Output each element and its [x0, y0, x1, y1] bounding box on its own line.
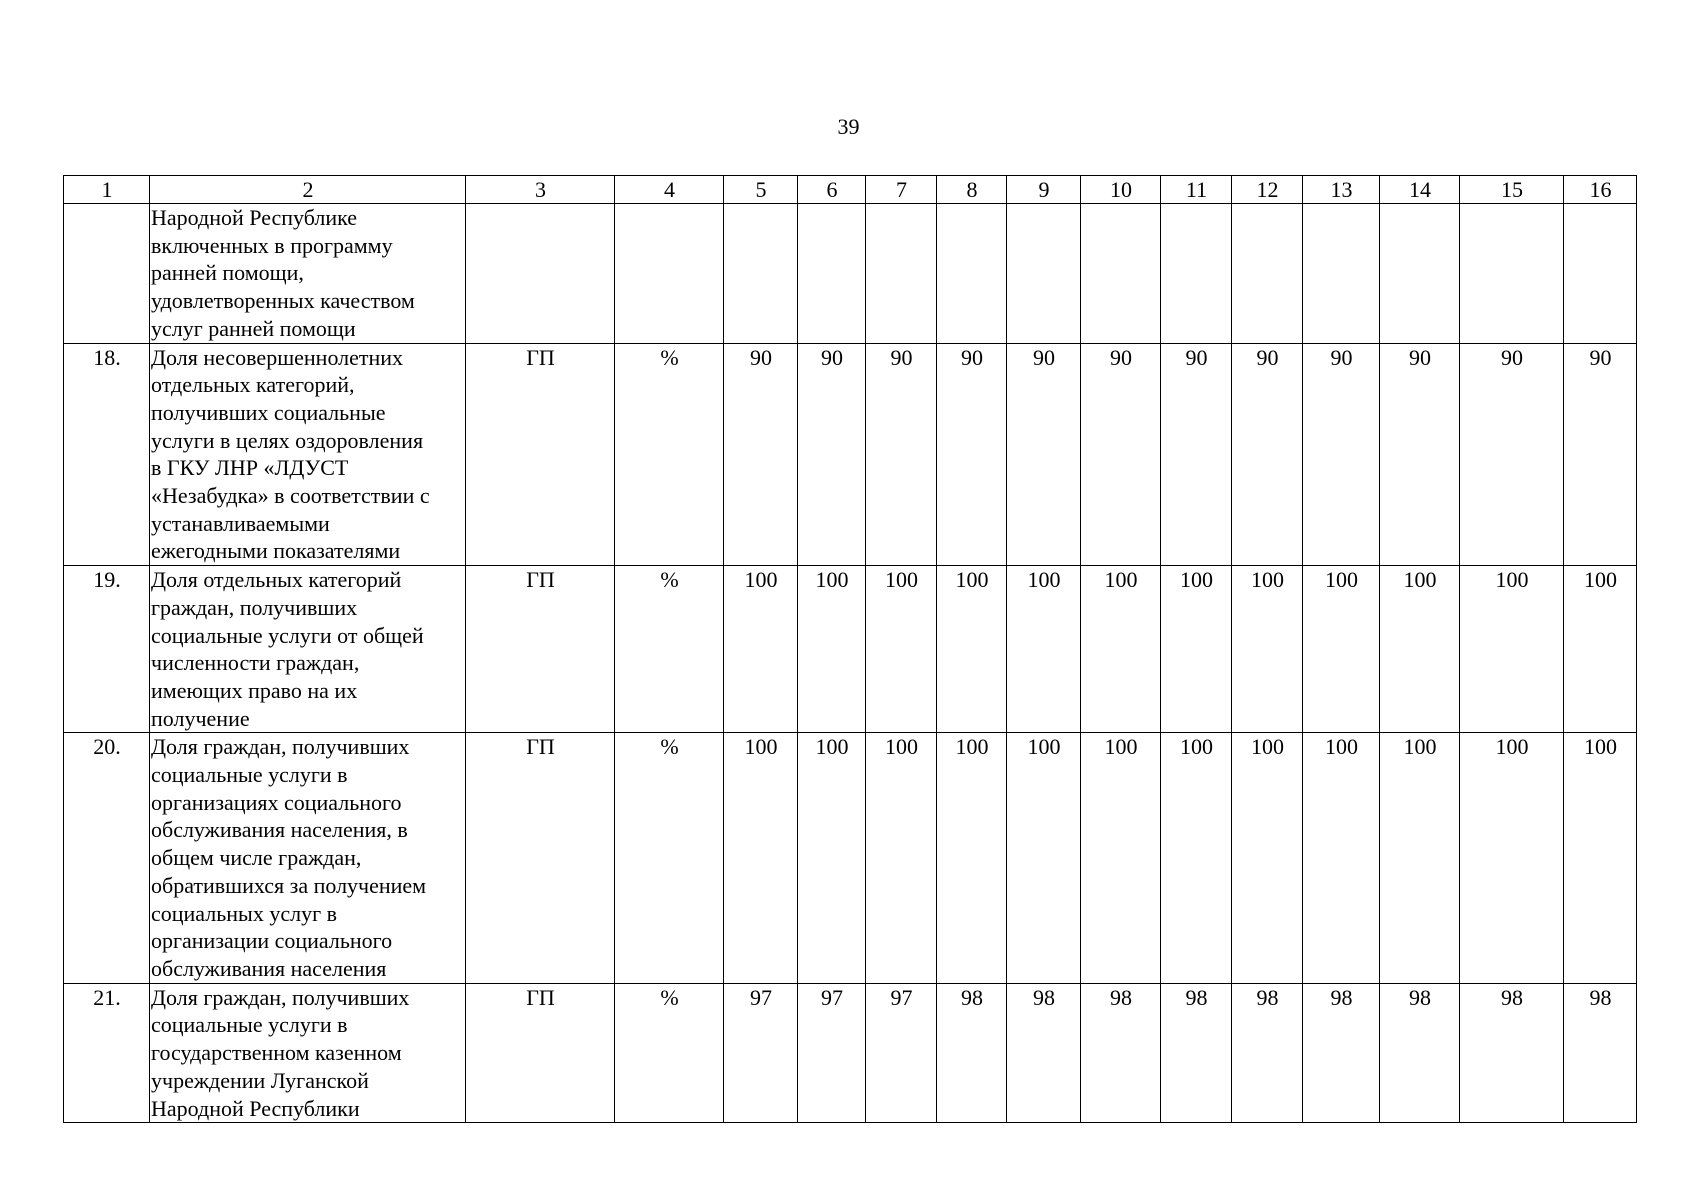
indicator-value [1380, 204, 1460, 344]
indicator-value: 90 [937, 343, 1007, 566]
indicator-value: 90 [724, 343, 798, 566]
indicator-name-line: получение [151, 705, 250, 731]
indicator-value [1564, 204, 1637, 344]
indicator-name-line: «Незабудка» в соответствии с [151, 483, 430, 509]
indicator-value [724, 204, 798, 344]
indicator-name-line: ежегодными показателями [151, 538, 401, 564]
column-header: 3 [466, 176, 615, 204]
indicator-source: ГП [466, 983, 615, 1123]
column-header: 2 [150, 176, 466, 204]
indicator-name-line: Доля граждан, получивших [151, 984, 410, 1010]
indicator-value: 100 [1161, 566, 1232, 733]
indicator-name-line: Народной Республике [151, 205, 358, 230]
indicator-name-line: Народной Республики [151, 1095, 360, 1121]
indicator-value [1081, 204, 1161, 344]
indicator-name-line: в ГКУ ЛНР «ЛДУСТ [151, 455, 349, 481]
indicator-value: 100 [866, 566, 937, 733]
row-number [64, 204, 150, 344]
indicator-value: 100 [1081, 566, 1161, 733]
indicator-name-line: включенных в программу [151, 232, 393, 258]
indicator-value: 100 [937, 566, 1007, 733]
indicator-name-line: ранней помощи, [151, 260, 304, 286]
indicator-name-line: отдельных категорий, [151, 372, 355, 398]
indicator-name-line: услуги в целях оздоровления [151, 427, 424, 453]
indicator-value: 100 [724, 566, 798, 733]
indicator-value: 100 [1460, 566, 1564, 733]
indicator-value: 98 [1081, 983, 1161, 1123]
indicator-value: 98 [1380, 983, 1460, 1123]
indicator-name-line: граждан, получивших [151, 594, 358, 620]
indicator-name-line: социальные услуги от общей [151, 622, 424, 648]
indicator-name-line: обслуживания населения [151, 955, 387, 981]
indicator-value: 100 [1161, 733, 1232, 983]
column-header: 16 [1564, 176, 1637, 204]
row-number: 20. [64, 733, 150, 983]
indicator-unit: % [615, 733, 724, 983]
indicator-source [466, 204, 615, 344]
indicator-name-line: социальные услуги в [151, 1012, 348, 1038]
indicator-value: 98 [1303, 983, 1380, 1123]
indicator-name-line: общем числе граждан, [151, 845, 362, 871]
indicator-name-line: услуг ранней помощи [151, 315, 356, 341]
column-header: 4 [615, 176, 724, 204]
indicator-value: 100 [798, 566, 866, 733]
indicator-value: 90 [1007, 343, 1081, 566]
indicator-value: 100 [1232, 733, 1303, 983]
column-header: 10 [1081, 176, 1161, 204]
indicator-value [866, 204, 937, 344]
indicator-value: 98 [1007, 983, 1081, 1123]
indicator-value: 100 [1081, 733, 1161, 983]
column-header: 11 [1161, 176, 1232, 204]
indicator-name-line: Доля граждан, получивших [151, 734, 410, 760]
column-header: 12 [1232, 176, 1303, 204]
indicator-value: 100 [1460, 733, 1564, 983]
column-number-header-row [64, 176, 1637, 204]
indicator-value: 98 [1232, 983, 1303, 1123]
indicator-value: 97 [866, 983, 937, 1123]
indicator-name [150, 566, 466, 733]
indicator-source: ГП [466, 566, 615, 733]
column-header: 6 [798, 176, 866, 204]
indicator-unit: % [615, 983, 724, 1123]
column-header: 8 [937, 176, 1007, 204]
indicator-value [1161, 204, 1232, 344]
column-header: 1 [64, 176, 150, 204]
indicator-value: 100 [1303, 733, 1380, 983]
indicator-name-line: организациях социального [151, 789, 402, 815]
indicator-name-line: организации социального [151, 928, 393, 954]
indicator-name-line: численности граждан, [151, 650, 360, 676]
indicator-value: 100 [1564, 733, 1637, 983]
row-number: 21. [64, 983, 150, 1123]
indicator-value: 90 [1232, 343, 1303, 566]
indicator-name-line: обратившихся за получением [151, 872, 427, 898]
indicator-value: 98 [1564, 983, 1637, 1123]
indicator-unit [615, 204, 724, 344]
indicator-name-line: Доля отдельных категорий [151, 567, 402, 593]
indicator-value: 90 [1460, 343, 1564, 566]
indicator-name-line: имеющих право на их [151, 677, 358, 703]
indicator-value: 100 [1303, 566, 1380, 733]
indicator-source: ГП [466, 343, 615, 566]
indicator-value: 97 [724, 983, 798, 1123]
indicator-name-line: удовлетворенных качеством [151, 288, 415, 314]
indicator-value [1460, 204, 1564, 344]
indicator-value: 100 [1380, 566, 1460, 733]
indicator-source: ГП [466, 733, 615, 983]
column-header: 15 [1460, 176, 1564, 204]
indicator-value: 90 [866, 343, 937, 566]
indicator-value: 90 [798, 343, 866, 566]
column-header: 13 [1303, 176, 1380, 204]
column-header: 9 [1007, 176, 1081, 204]
indicator-value: 90 [1303, 343, 1380, 566]
indicator-value: 100 [1007, 566, 1081, 733]
indicator-name-line: социальные услуги в [151, 762, 348, 788]
indicator-value: 90 [1564, 343, 1637, 566]
page-number: 39 [837, 114, 860, 139]
indicator-name [150, 983, 466, 1123]
indicator-value: 90 [1161, 343, 1232, 566]
indicator-value [937, 204, 1007, 344]
indicator-value [1303, 204, 1380, 344]
indicator-value: 100 [724, 733, 798, 983]
table-row [64, 983, 1637, 1123]
table-row [64, 204, 1637, 344]
indicator-value: 98 [1161, 983, 1232, 1123]
indicators-table [63, 175, 1637, 1123]
indicator-name-line: государственном казенном [151, 1040, 402, 1066]
table-row [64, 733, 1637, 983]
indicator-unit: % [615, 343, 724, 566]
indicator-value: 100 [1564, 566, 1637, 733]
indicator-unit: % [615, 566, 724, 733]
indicator-value: 97 [798, 983, 866, 1123]
indicator-value: 98 [937, 983, 1007, 1123]
table-row [64, 566, 1637, 733]
row-number: 19. [64, 566, 150, 733]
indicator-value [798, 204, 866, 344]
indicator-name-line: устанавливаемыми [151, 510, 330, 536]
table-row [64, 343, 1637, 566]
indicator-name [150, 204, 466, 344]
indicator-name-line: учреждении Луганской [151, 1067, 369, 1093]
indicator-name [150, 733, 466, 983]
column-header: 14 [1380, 176, 1460, 204]
indicator-value: 100 [798, 733, 866, 983]
indicator-value: 100 [866, 733, 937, 983]
column-header: 5 [724, 176, 798, 204]
indicator-value: 98 [1460, 983, 1564, 1123]
indicator-value: 90 [1081, 343, 1161, 566]
indicator-name-line: социальных услуг в [151, 900, 337, 926]
indicator-name-line: обслуживания населения, в [151, 817, 408, 843]
row-number: 18. [64, 343, 150, 566]
indicator-value: 100 [937, 733, 1007, 983]
indicator-value [1232, 204, 1303, 344]
indicator-value: 100 [1007, 733, 1081, 983]
table-body [64, 204, 1637, 1123]
indicator-name [150, 343, 466, 566]
indicator-value [1007, 204, 1081, 344]
indicator-name-line: Доля несовершеннолетних [151, 344, 404, 370]
indicator-value: 90 [1380, 343, 1460, 566]
indicator-value: 100 [1232, 566, 1303, 733]
indicator-value: 100 [1380, 733, 1460, 983]
indicator-name-line: получивших социальные [151, 399, 386, 425]
column-header: 7 [866, 176, 937, 204]
